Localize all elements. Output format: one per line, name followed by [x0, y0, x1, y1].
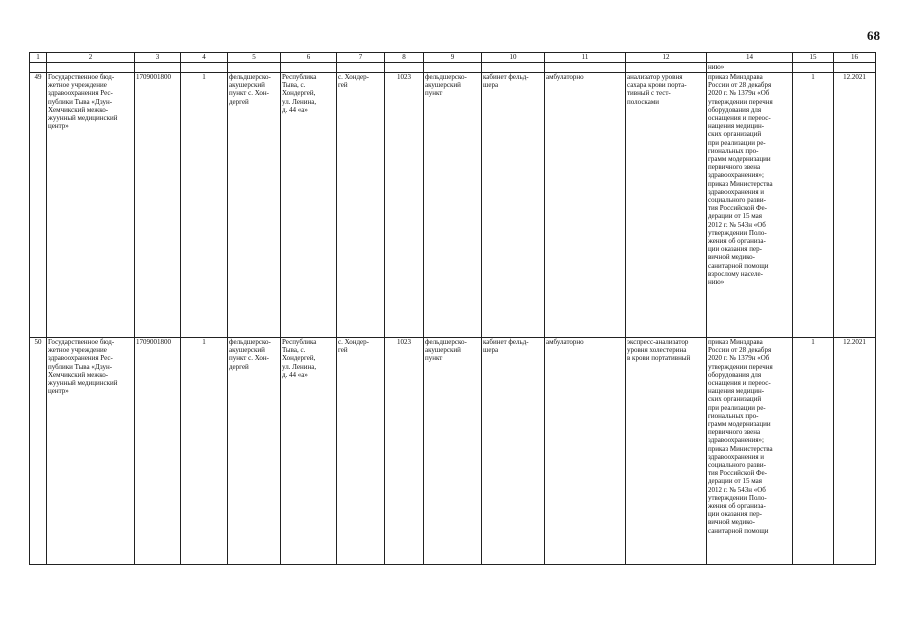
column-header: 11 — [545, 53, 626, 63]
col15-cell: 1 — [793, 73, 834, 338]
column-header: 7 — [337, 53, 385, 63]
column-header: 1 — [30, 53, 47, 63]
institution-cell: Государственное бюд- жетное учреждение здравоохранения Рес- публики Тыва «Дзун- Хемчикский межко- жуунный медицинский центр» — [47, 73, 135, 338]
basis-cell: приказ Минздрава России от 28 декабря 2020 г. № 1379н «Об утверждении перечня оборудования для оснащения и переос- нащения медицин- ских организаций при реализации ре- гиональных про- грамм модернизации первичного звена здравоохранения»; приказ Министерства здравоохранения и социального разви- тия Российской Фе- дерации от 15 мая 2012 г. № 543н «Об утверждении Поло- жения об организа- ции оказания пер- вичной медико- санитарной помощи взрослому населе- нию» — [707, 73, 793, 338]
code-cell: 1709001800 — [135, 338, 181, 565]
column-header: 5 — [228, 53, 281, 63]
column-header: 8 — [385, 53, 424, 63]
page-number: 68 — [867, 28, 880, 43]
col8-cell: 1023 — [385, 73, 424, 338]
quantity-cell: 1 — [181, 73, 228, 338]
column-header: 14 — [707, 53, 793, 63]
column-header: 3 — [135, 53, 181, 63]
column-header: 9 — [424, 53, 482, 63]
room-cell: кабинет фельд- шера — [482, 338, 545, 565]
col15-cell: 1 — [793, 338, 834, 565]
column-header: 10 — [482, 53, 545, 63]
basis-cell: приказ Минздрава России от 28 декабря 2020 г. № 1379н «Об утверждении перечня оборудования для оснащения и переос- нащения медицин- ских организаций при реализации ре- гиональных про- грамм модернизации первичного звена здравоохранения»; приказ Министерства здравоохранения и социального разви- тия Российской Фе- дерации от 15 мая 2012 г. № 543н «Об утверждении Поло- жения об организа- ции оказания пер- вичной медико- санитарной помощи — [707, 338, 793, 565]
date-cell: 12.2021 — [834, 73, 876, 338]
col8-cell: 1023 — [385, 338, 424, 565]
registry-table — [29, 52, 876, 565]
col9-cell: фельдшерско- акушерский пункт — [424, 338, 482, 565]
settlement-cell: с. Хондер- гей — [337, 338, 385, 565]
row-number: 49 — [30, 73, 47, 338]
unit-cell: фельдшерско- акушерский пункт с. Хон- дергей — [228, 73, 281, 338]
care-type-cell: амбулаторно — [545, 73, 626, 338]
table-row — [30, 338, 876, 565]
table-row — [30, 73, 876, 338]
equipment-cell: экспресс-анализатор уровня холестерина в крови портативный — [626, 338, 707, 565]
continuation-row — [30, 63, 876, 73]
code-cell: 1709001800 — [135, 73, 181, 338]
equipment-cell: анализатор уровня сахара крови порта- тивный с тест- полосками — [626, 73, 707, 338]
unit-cell: фельдшерско- акушерский пункт с. Хон- дергей — [228, 338, 281, 565]
col9-cell: фельдшерско- акушерский пункт — [424, 73, 482, 338]
column-header: 15 — [793, 53, 834, 63]
room-cell: кабинет фельд- шера — [482, 73, 545, 338]
continuation-text: нию» — [707, 63, 793, 73]
row-number: 50 — [30, 338, 47, 565]
column-number-row — [30, 53, 876, 63]
address-cell: Республика Тыва, с. Хондергей, ул. Ленина, д. 44 «а» — [281, 338, 337, 565]
care-type-cell: амбулаторно — [545, 338, 626, 565]
address-cell: Республика Тыва, с. Хондергей, ул. Ленина, д. 44 «а» — [281, 73, 337, 338]
institution-cell: Государственное бюд- жетное учреждение здравоохранения Рес- публики Тыва «Дзун- Хемчикский межко- жуунный медицинский центр» — [47, 338, 135, 565]
quantity-cell: 1 — [181, 338, 228, 565]
column-header: 4 — [181, 53, 228, 63]
date-cell: 12.2021 — [834, 338, 876, 565]
settlement-cell: с. Хондер- гей — [337, 73, 385, 338]
column-header: 6 — [281, 53, 337, 63]
column-header: 16 — [834, 53, 876, 63]
column-header: 2 — [47, 53, 135, 63]
column-header: 12 — [626, 53, 707, 63]
